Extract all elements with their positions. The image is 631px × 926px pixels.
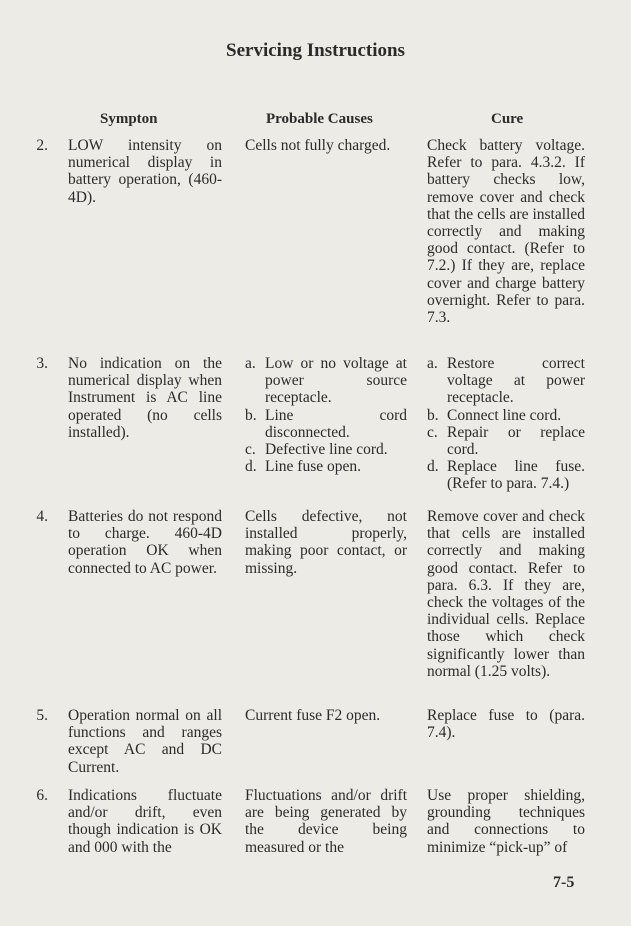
cure-text: Use proper shielding, grounding techniques and connections to minimize “pick-up” of: [427, 787, 585, 856]
cure-text: Check battery voltage. Refer to para. 4.3.2. If battery checks low, remove cover and check that the cells are installed correctly and making good contact. (Refer to 7.2.) If they are, replace cover and charge battery overnight. Refer to para. 7.3.: [427, 137, 585, 327]
symptom-text: No indication on the numerical display when Instrument is AC line operated (no cells installed).: [68, 355, 222, 441]
list-item: [245, 458, 407, 475]
symptom-text: Operation normal on all functions and ranges except AC and DC Current.: [68, 707, 222, 776]
item-letter: b.: [427, 406, 439, 424]
row-number: 4.: [36, 508, 48, 525]
item-text: Defective line cord.: [265, 441, 388, 459]
cause-list: [245, 355, 407, 475]
page-title: Servicing Instructions: [226, 40, 405, 61]
item-text: Line fuse open.: [265, 458, 361, 476]
row-number: 3.: [36, 355, 48, 372]
row-number: 5.: [36, 707, 48, 724]
row-number: 2.: [36, 137, 48, 154]
column-header-symptom: Sympton: [100, 111, 158, 127]
symptom-text: LOW intensity on numerical display in battery operation, (460-4D).: [68, 137, 222, 206]
item-text: Line cord disconnected.: [265, 406, 407, 441]
list-item: [245, 407, 407, 441]
item-letter: c.: [245, 441, 256, 459]
list-item: [427, 458, 585, 492]
list-item: [427, 355, 585, 407]
symptom-text: Batteries do not respond to charge. 460-4D operation OK when connected to AC power.: [68, 508, 222, 577]
item-text: Connect line cord.: [447, 406, 562, 424]
item-text: Repair or replace cord.: [447, 423, 585, 459]
item-letter: d.: [427, 458, 439, 476]
row-number: 6.: [36, 787, 48, 804]
item-letter: d.: [245, 458, 257, 476]
cure-text: Replace fuse to (para. 7.4).: [427, 707, 585, 742]
cause-text: Cells not fully charged.: [245, 137, 391, 154]
item-text: Replace line fuse. (Refer to para. 7.4.): [447, 458, 585, 493]
item-letter: c.: [427, 423, 438, 441]
list-item: [245, 441, 407, 458]
cure-list: [427, 355, 585, 493]
list-item: [427, 407, 585, 424]
column-header-probable-causes: Probable Causes: [266, 111, 373, 127]
cause-text: Fluctuations and/or drift are being generated by the device being measured or the: [245, 787, 407, 856]
cure-text: Remove cover and check that cells are installed correctly and making good contact. Refer to para. 6.3. If they are, check the voltages of the individual cells. Replace those which check significantly lower than normal (1.25 volts).: [427, 508, 585, 680]
list-item: [245, 355, 407, 407]
symptom-text: Indications fluctuate and/or drift, even though indication is OK and 000 with the: [68, 787, 222, 856]
list-item: [427, 424, 585, 458]
item-letter: a.: [245, 355, 256, 372]
item-text: Restore correct voltage at power receptacle.: [447, 355, 585, 407]
item-letter: b.: [245, 406, 257, 424]
column-header-cure: Cure: [491, 111, 524, 127]
cause-text: Current fuse F2 open.: [245, 707, 381, 724]
cause-text: Cells defective, not installed properly, making poor contact, or missing.: [245, 508, 407, 577]
page-number: 7-5: [553, 874, 575, 891]
item-text: Low or no voltage at power source receptacle.: [265, 355, 407, 407]
item-letter: a.: [427, 355, 438, 372]
